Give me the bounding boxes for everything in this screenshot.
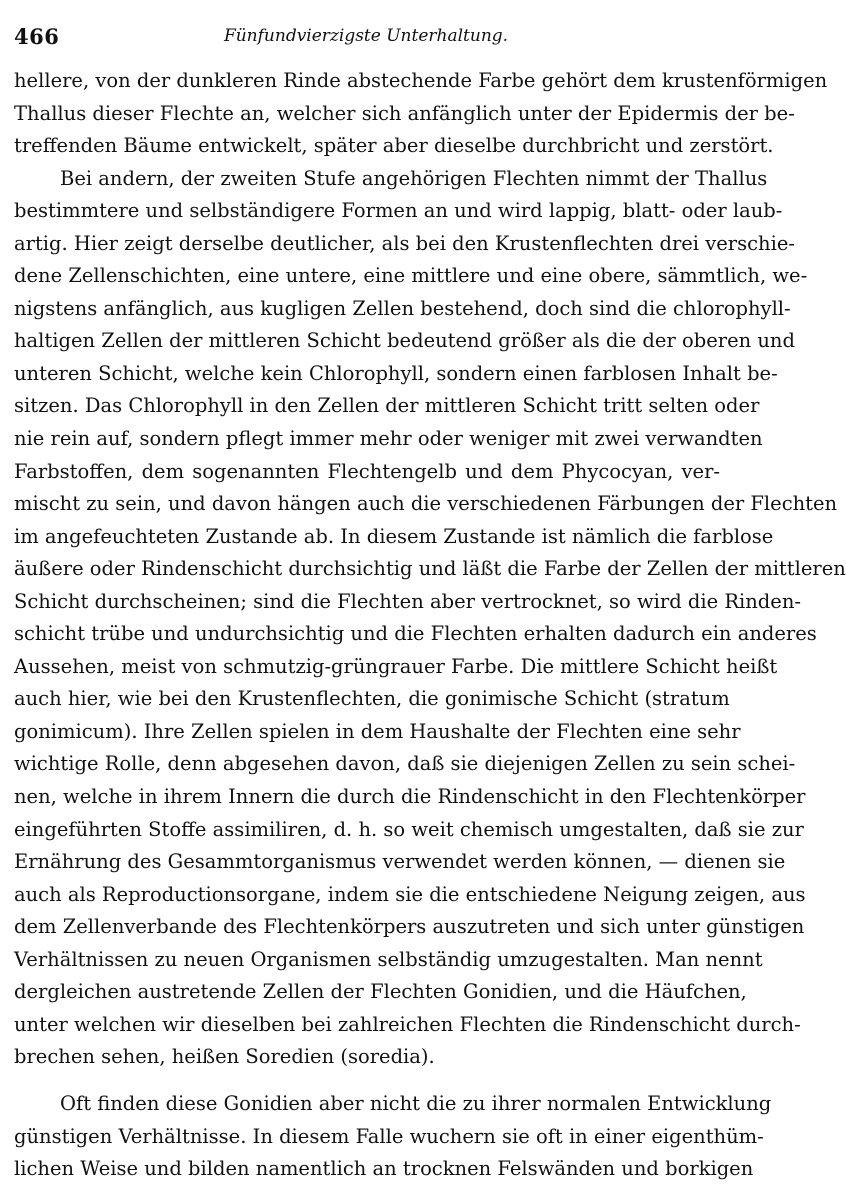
text-line: lichen Weise und bilden namentlich an trocknen Felswänden und borkigen: [14, 1157, 754, 1181]
text-line: Ernährung des Gesammtorganismus verwendet werden können, — dienen sie: [14, 850, 786, 874]
text-line: schicht trübe und undurchsichtig und die Flechten erhalten dadurch ein anderes: [14, 622, 817, 646]
text-line: wichtige Rolle, denn abgesehen davon, daß sie diejenigen Zellen zu sein schei-: [14, 752, 796, 776]
text-line: Aussehen, meist von schmutzig-grüngrauer Farbe. Die mittlere Schicht heißt: [14, 654, 778, 678]
text-line: mischt zu sein, und davon hängen auch die verschiedenen Färbungen der Flechten: [14, 492, 838, 516]
text-line: äußere oder Rindenschicht durchsichtig und läßt die Farbe der Zellen der mittleren: [14, 557, 846, 581]
text-line: im angefeuchteten Zustande ab. In diesem Zustande ist nämlich die farblose: [14, 524, 774, 548]
text-line: günstigen Verhältnisse. In diesem Falle wuchern sie oft in einer eigenthüm-: [14, 1124, 764, 1148]
text-line: auch als Reproductionsorgane, indem sie die entschiedene Neigung zeigen, aus: [14, 882, 806, 906]
text-line: brechen sehen, heißen Soredien (soredia).: [14, 1045, 435, 1069]
text-line: sitzen. Das Chlorophyll in den Zellen der mittleren Schicht tritt selten oder: [14, 394, 760, 418]
text-line: nie rein auf, sondern pflegt immer mehr oder weniger mit zwei verwandten: [14, 427, 763, 451]
text-line: bestimmtere und selbständigere Formen an und wird lappig, blatt- oder laub-: [14, 199, 783, 223]
text-line: dergleichen austretende Zellen der Flechten Gonidien, und die Häufchen,: [14, 980, 747, 1004]
text-line: Thallus dieser Flechte an, welcher sich anfänglich unter der Epidermis der be-: [14, 101, 795, 125]
paragraph-gap: [14, 1074, 720, 1088]
text-line: dem Zellenverbande des Flechtenkörpers auszutreten und sich unter günstigen: [14, 915, 805, 939]
text-line: Oft finden diese Gonidien aber nicht die zu ihrer normalen Entwicklung: [60, 1091, 772, 1115]
text-line: gonimicum). Ihre Zellen spielen in dem Haushalte der Flechten eine sehr: [14, 719, 741, 743]
text-line: unteren Schicht, welche kein Chlorophyll, sondern einen farblosen Inhalt be-: [14, 361, 778, 385]
text-line: eingeführten Stoffe assimiliren, d. h. so weit chemisch umgestalten, daß sie zur: [14, 817, 804, 841]
body-text: [14, 65, 846, 1186]
text-line: treffenden Bäume entwickelt, später aber dieselbe durchbricht und zerstört.: [14, 134, 774, 158]
text-line: nigstens anfänglich, aus kugligen Zellen bestehend, doch sind die chlorophyll-: [14, 296, 791, 320]
text-line: hellere, von der dunkleren Rinde abstechende Farbe gehört dem krustenförmigen: [14, 69, 828, 92]
text-line: Farbstoffen, dem sogenannten Flechtengelb und dem Phycocyan, ver-: [14, 459, 720, 483]
page-number: 466: [14, 24, 60, 49]
text-line: Schicht durchscheinen; sind die Flechten aber vertrocknet, so wird die Rinden-: [14, 589, 801, 613]
text-line: Verhältnissen zu neuen Organismen selbständig umzugestalten. Man nennt: [14, 947, 763, 971]
page-header: [14, 22, 718, 52]
text-line: Bei andern, der zweiten Stufe angehörigen Flechten nimmt der Thallus: [60, 166, 768, 190]
running-title: Fünfundvierzigste Unterhaltung.: [223, 26, 509, 46]
text-line: nen, welche in ihrem Innern die durch die Rindenschicht in den Flechtenkörper: [14, 785, 806, 809]
text-line: unter welchen wir dieselben bei zahlreichen Flechten die Rindenschicht durch-: [14, 1012, 801, 1036]
text-line: dene Zellenschichten, eine untere, eine mittlere und eine obere, sämmtlich, we-: [14, 264, 808, 288]
text-line: haltigen Zellen der mittleren Schicht bedeutend größer als die der oberen und: [14, 329, 795, 353]
text-line: artig. Hier zeigt derselbe deutlicher, als bei den Krustenflechten drei verschie-: [14, 231, 795, 255]
text-line: auch hier, wie bei den Krustenflechten, die gonimische Schicht (stratum: [14, 687, 730, 711]
